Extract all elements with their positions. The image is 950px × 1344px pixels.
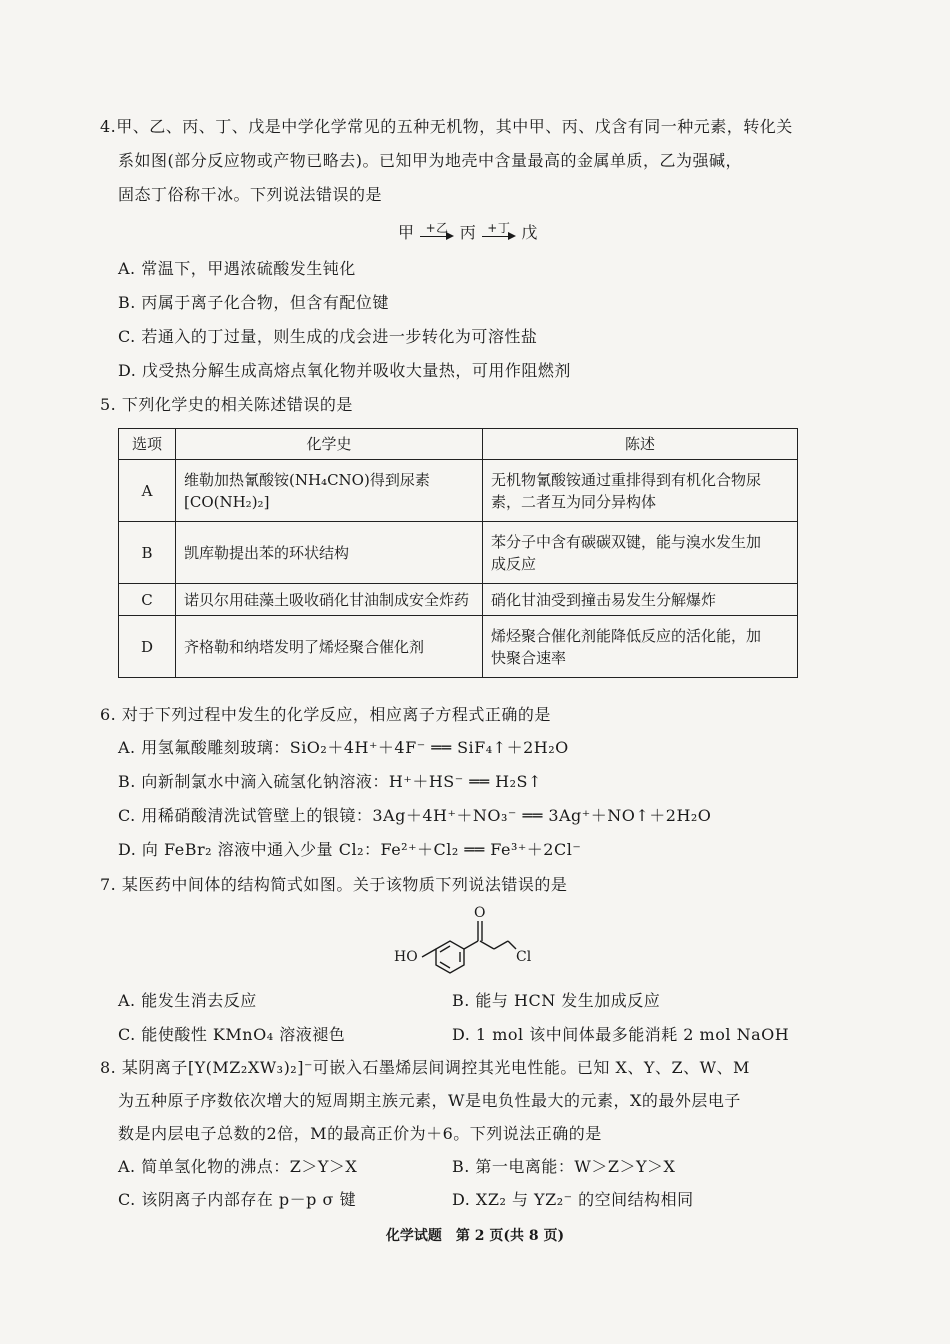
q6-option-d: D. 向 FeBr₂ 溶液中通入少量 Cl₂：Fe²⁺＋Cl₂ ══ Fe³⁺＋2Cl⁻ [118,840,582,859]
header-statement: 陈述 [483,429,798,460]
q8-stem-line3: 数是内层电子总数的2倍，M的最高正价为＋6。下列说法正确的是 [118,1124,602,1143]
atom-ho: HO [394,949,418,965]
q8-option-c: C. 该阴离子内部存在 p－p σ 键 [118,1190,357,1209]
scheme-bing: 丙 [459,223,477,242]
q8-option-a: A. 简单氢化物的沸点：Z＞Y＞X [118,1157,358,1176]
header-option: 选项 [119,429,176,460]
header-history: 化学史 [176,429,483,460]
history-text-cont: [CO(NH₂)₂] [184,492,270,511]
statement-text-cont: 快聚合速率 [491,648,567,667]
scheme-wu: 戊 [521,223,538,242]
q4-option-a: A. 常温下，甲遇浓硫酸发生钝化 [118,259,356,278]
scheme-jia: 甲 [398,223,415,242]
page-footer: 化学试题 第 2 页(共 8 页) [385,1228,565,1244]
q7-stem: 7. 某医药中间体的结构简式如图。关于该物质下列说法错误的是 [100,875,568,894]
statement-text: 苯分子中含有碳碳双键，能与溴水发生加 [491,532,762,551]
row-option: C [119,584,176,616]
q4-option-c: C. 若通入的丁过量，则生成的戊会进一步转化为可溶性盐 [118,327,538,346]
row-option: A [119,460,176,522]
row-option: B [119,522,176,584]
history-text: 齐格勒和纳塔发明了烯烃聚合催化剂 [176,616,483,678]
q7-option-c: C. 能使酸性 KMnO₄ 溶液褪色 [118,1025,346,1044]
statement-text: 硝化甘油受到撞击易发生分解爆炸 [483,584,798,616]
table-row [119,584,798,616]
atom-cl: Cl [516,949,532,965]
q6-option-c: C. 用稀硝酸清洗试管壁上的银镜：3Ag＋4H⁺＋NO₃⁻ ══ 3Ag⁺＋NO↑＋2H₂O [118,806,712,825]
statement-text: 无机物氰酸铵通过重排得到有机化合物尿 [491,470,762,489]
q7-option-b: B. 能与 HCN 发生加成反应 [452,991,661,1010]
q4-option-d: D. 戊受热分解生成高熔点氧化物并吸收大量热，可用作阻燃剂 [118,361,571,380]
table-row [119,460,798,522]
table-row [119,522,798,584]
q8-option-b: B. 第一电离能：W＞Z＞Y＞X [452,1157,676,1176]
scheme-arrow-2-label: +丁 [487,220,511,235]
q7-option-d: D. 1 mol 该中间体最多能消耗 2 mol NaOH [452,1025,790,1044]
q8-stem-line2: 为五种原子序数依次增大的短周期主族元素，W是电负性最大的元素，X的最外层电子 [118,1091,741,1110]
statement-text-cont: 成反应 [491,554,537,573]
q4-stem-line1: 4.甲、乙、丙、丁、戊是中学化学常见的五种无机物，其中甲、丙、戊含有同一种元素，转化关 [100,117,793,136]
q6-option-b: B. 向新制氯水中滴入硫氢化钠溶液：H⁺＋HS⁻ ══ H₂S↑ [118,772,542,791]
history-text: 凯库勒提出苯的环状结构 [176,522,483,584]
table-row [119,616,798,678]
scheme-arrow-1 [420,220,454,245]
history-text: 诺贝尔用硅藻土吸收硝化甘油制成安全炸药 [176,584,483,616]
q5-stem: 5. 下列化学史的相关陈述错误的是 [100,395,353,414]
q6-stem: 6. 对于下列过程中发生的化学反应，相应离子方程式正确的是 [100,705,551,724]
scheme-arrow-2 [482,220,516,245]
q5-table [118,428,798,678]
q7-molecule-structure [392,903,592,983]
history-text: 维勒加热氰酸铵(NH₄CNO)得到尿素 [184,470,430,489]
row-option: D [119,616,176,678]
statement-text: 烯烃聚合催化剂能降低反应的活化能，加 [491,626,762,645]
q4-stem-line3: 固态丁俗称干冰。下列说法错误的是 [118,185,383,204]
q6-option-a: A. 用氢氟酸雕刻玻璃：SiO₂＋4H⁺＋4F⁻ ══ SiF₄↑＋2H₂O [118,738,569,757]
q8-stem-line1: 8. 某阴离子[Y(MZ₂XW₃)₂]⁻可嵌入石墨烯层间调控其光电性能。已知 X、Y、Z、W、M [100,1058,750,1077]
q4-conversion-scheme [398,222,538,245]
q8-option-d: D. XZ₂ 与 YZ₂⁻ 的空间结构相同 [452,1190,694,1209]
table-header-row [119,429,798,460]
scheme-arrow-1-label: +乙 [425,220,449,235]
q4-option-b: B. 丙属于离子化合物，但含有配位键 [118,293,389,312]
q4-stem-line2: 系如图(部分反应物或产物已略去)。已知甲为地壳中含量最高的金属单质，乙为强碱， [118,151,742,170]
statement-text-cont: 素，二者互为同分异构体 [491,492,657,511]
q7-option-a: A. 能发生消去反应 [118,991,257,1010]
atom-o: O [474,905,486,921]
